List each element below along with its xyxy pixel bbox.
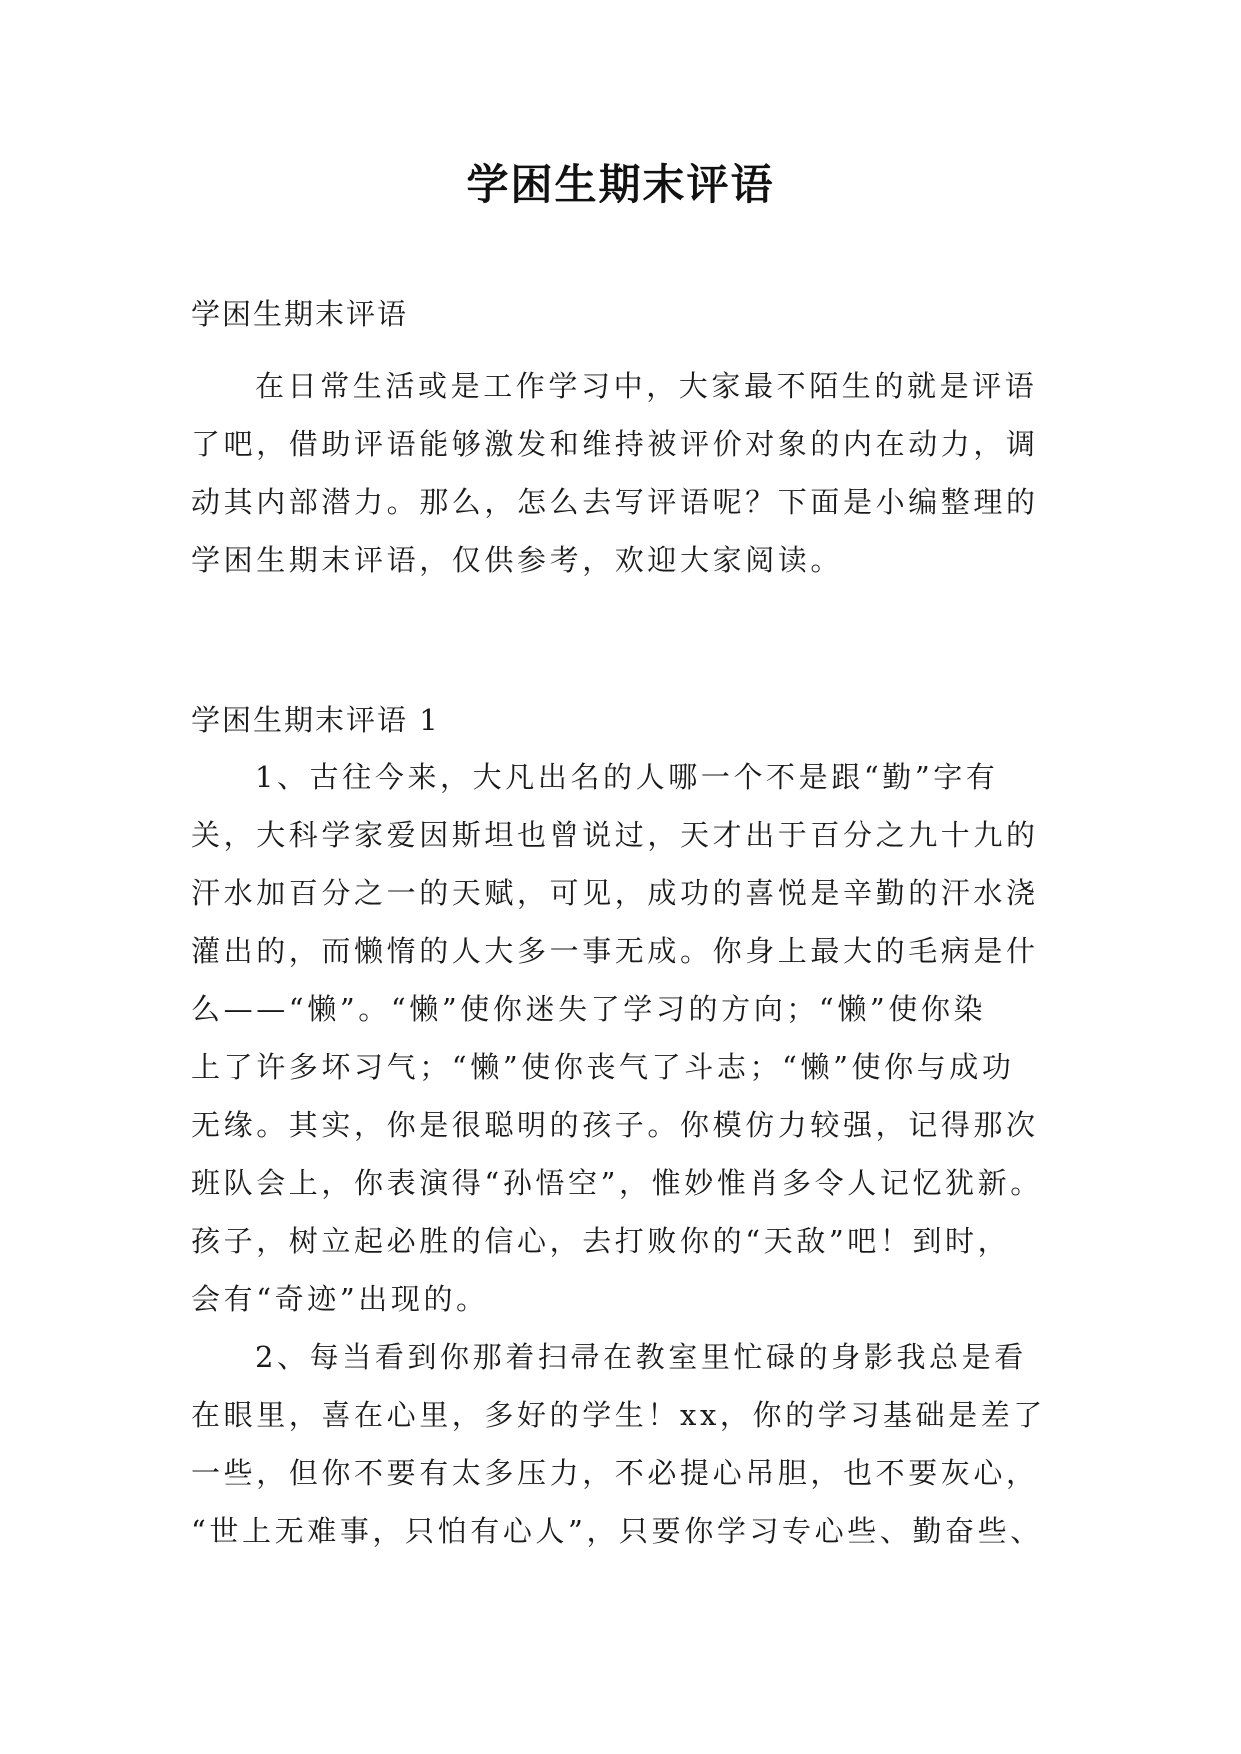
section-heading: 学困生期末评语 1 [191, 703, 440, 737]
intro-line: 动其内部潜力。那么，怎么去写评语呢？下面是小编整理的 [191, 485, 1039, 519]
paragraph-line: 班队会上，你表演得“孙悟空”，惟妙惟肖多令人记忆犹新。 [191, 1166, 1043, 1200]
paragraph-line: 关，大科学家爱因斯坦也曾说过，天才出于百分之九十九的 [191, 818, 1039, 852]
paragraph-line: 上了许多坏习气；“懒”使你丧气了斗志；“懒”使你与成功 [191, 1050, 1015, 1084]
intro-line: 在日常生活或是工作学习中，大家最不陌生的就是评语 [255, 369, 1038, 403]
intro-line: 了吧，借助评语能够激发和维持被评价对象的内在动力，调 [191, 427, 1039, 461]
paragraph-line: 在眼里，喜在心里，多好的学生！xx，你的学习基础是差了 [191, 1398, 1046, 1432]
paragraph-line: 汗水加百分之一的天赋，可见，成功的喜悦是辛勤的汗水浇 [191, 876, 1039, 910]
intro-line: 学困生期末评语，仅供参考，欢迎大家阅读。 [191, 543, 844, 577]
comment-paragraph-1 [191, 748, 1061, 1328]
document-subtitle: 学困生期末评语 [191, 297, 409, 331]
paragraph-line: 孩子，树立起必胜的信心，去打败你的“天敌”吧！到时， [191, 1224, 1011, 1258]
paragraph-line: 会有“奇迹”出现的。 [191, 1282, 489, 1316]
paragraph-line: “世上无难事，只怕有心人”，只要你学习专心些、勤奋些、 [191, 1514, 1043, 1548]
document-title: 学困生期末评语 [466, 160, 775, 209]
paragraph-line: 1、古往今来，大凡出名的人哪一个不是跟“勤”字有 [255, 760, 999, 794]
paragraph-line: 一些，但你不要有太多压力，不必提心吊胆，也不要灰心， [191, 1456, 1039, 1490]
paragraph-line: 么——“懒”。“懒”使你迷失了学习的方向；“懒”使你染 [191, 992, 987, 1026]
intro-paragraph [191, 357, 1061, 589]
paragraph-line: 灌出的，而懒惰的人大多一事无成。你身上最大的毛病是什 [191, 934, 1039, 968]
paragraph-line: 2、每当看到你那着扫帚在教室里忙碌的身影我总是看 [255, 1340, 1027, 1374]
paragraph-line: 无缘。其实，你是很聪明的孩子。你模仿力较强，记得那次 [191, 1108, 1039, 1142]
comment-paragraph-2 [191, 1328, 1061, 1560]
